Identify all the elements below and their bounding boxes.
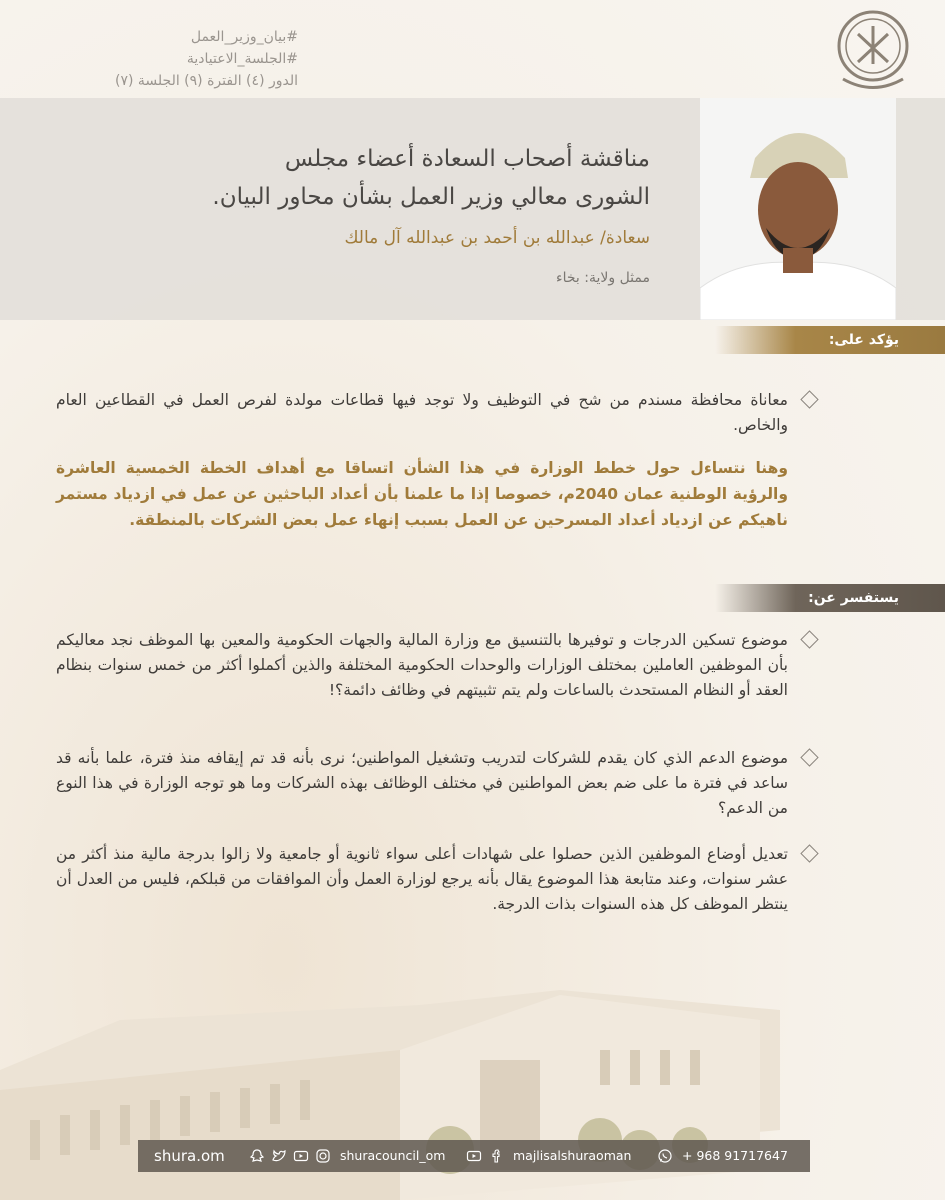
social-handle-2: majlisalshuraoman <box>513 1148 632 1163</box>
portrait-image <box>700 98 896 320</box>
list-item-text: معاناة محافظة مسندم من شح في التوظيف ولا توجد فيها قطاعات مولدة لفرص العمل في القطاعين العام والخاص. <box>56 391 788 434</box>
whatsapp-contact[interactable] <box>654 1140 788 1172</box>
youtube-icon <box>466 1148 482 1164</box>
hashtag-statement: #بيان_وزير_العمل <box>190 29 298 45</box>
list-item-text: موضوع تسكين الدرجات و توفيرها بالتنسيق مع وزارة المالية والجهات الحكومية والمعين بها الموظف نجد معاليكم بأن الموظفين العاملين بمختلف الوزارات والوحدات الحكومية المختلفة والذين أكملوا أكثر من خمس سنوات بنظام العقد أو النظام المستحدث بالساعات ولم يتم تثبيتهم في وظائف دائمة؟! <box>56 631 788 699</box>
page-title <box>110 140 650 216</box>
section-affirms-label: يؤكد على: <box>715 326 945 354</box>
member-portrait <box>700 98 896 320</box>
facebook-icon <box>488 1148 504 1164</box>
title-line-1: مناقشة أصحاب السعادة أعضاء مجلس <box>284 146 650 172</box>
list-item <box>56 628 788 703</box>
member-name: سعادة/ عبدالله بن أحمد بن عبدالله آل مالك <box>344 228 650 248</box>
youtube-icon <box>293 1148 309 1164</box>
footer-bar <box>138 1140 810 1172</box>
instagram-icon <box>315 1148 331 1164</box>
member-wilayat: ممثل ولاية: بخاء <box>556 270 650 286</box>
snapchat-icon <box>249 1148 265 1164</box>
session-info: الدور (٤) الفترة (٩) الجلسة (٧) <box>114 73 298 89</box>
list-item-text: تعديل أوضاع الموظفين الذين حصلوا على شهادات أعلى سواء ثانوية أو جامعية ولا زالوا بدرجة مالية منذ أكثر من عشر سنوات، وعند متابعة هذا الموضوع يقال بأنه يرجع لوزارة العمل وأن الموافقات من قبلكم، فليس من العدل أن ينتظر الموظف كل هذه السنوات بذات الدرجة. <box>56 845 788 913</box>
list-item-text: موضوع الدعم الذي كان يقدم للشركات لتدريب وتشغيل المواطنين؛ نرى بأنه قد تم إيقافه منذ فترة، علما بأنه قد ساعد في فترة ما على ضم بعض المواطنين في مختلف الوظائف بهذه الشركات وما هو توجه الوزارة في هذا النوع من الدعم؟ <box>56 749 788 817</box>
section-inquires-label: يستفسر عن: <box>715 584 945 612</box>
list-item <box>56 746 788 821</box>
whatsapp-icon <box>657 1148 673 1164</box>
title-line-2: الشورى معالي وزير العمل بشأن محاور البيان. <box>212 184 650 210</box>
social-shura-council[interactable] <box>246 1140 445 1172</box>
website-link[interactable]: shura.om <box>154 1147 225 1165</box>
shura-council-emblem <box>828 4 918 94</box>
phone-number: + 968 91717647 <box>682 1148 788 1163</box>
emphasis-paragraph: وهنا نتساءل حول خطط الوزارة في هذا الشأن اتساقا مع أهداف الخطة الخمسية العاشرة والرؤية الوطنية عمان 2040م، خصوصا إذا ما علمنا بأن أعداد الباحثين عن عمل في ازدياد مستمر ناهيكم عن ازدياد أعداد المسرحين عن العمل بسبب إنهاء عمل بعض الشركات بالمنطقة. <box>56 459 788 529</box>
twitter-icon <box>271 1148 287 1164</box>
social-majlis[interactable] <box>463 1140 631 1172</box>
social-handle-1: shuracouncil_om <box>340 1148 446 1163</box>
hashtags <box>58 26 298 92</box>
list-item <box>56 388 788 438</box>
list-item <box>56 842 788 917</box>
hashtag-session: #الجلسة_الاعتيادية <box>186 51 298 67</box>
